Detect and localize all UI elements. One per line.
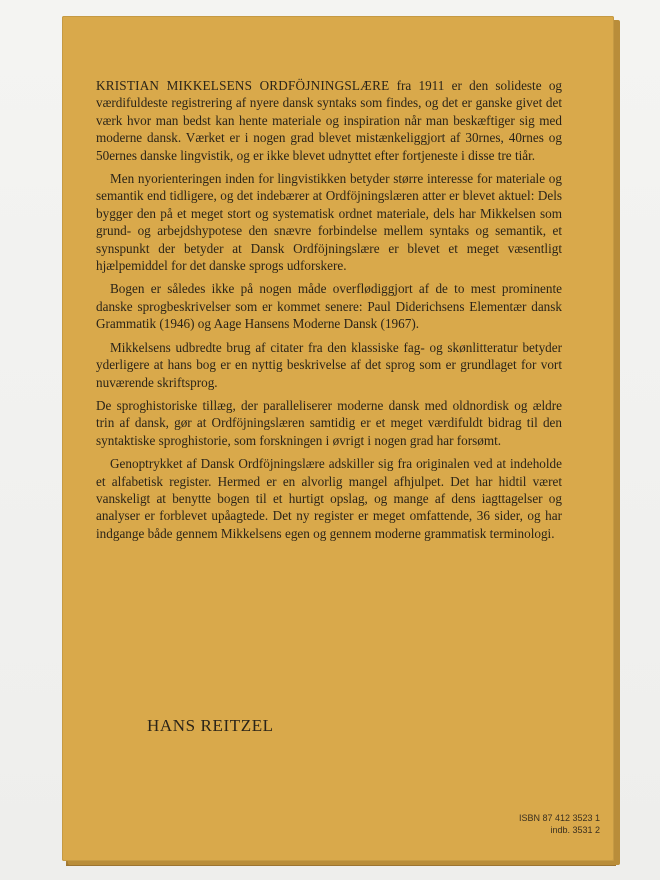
publisher-name: HANS REITZEL xyxy=(147,716,274,735)
blurb-paragraph-5: De sproghistoriske tillæg, der paralleliserer moderne dansk med oldnordisk og ældre trin af dansk, gør at Ordföjningslæren samtidig er et meget værdifuldt bidrag til den syntaktiske sproghistorie, som forskningen i øvrigt i nogen grad har forsømt. xyxy=(96,397,562,448)
isbn-block xyxy=(460,812,600,836)
blurb-paragraph-1 xyxy=(96,77,562,164)
blurb-paragraph-4: Mikkelsens udbredte brug af citater fra den klassiske fag- og skønlitteratur betyder yderligere at hans bog er en nyttig beskrivelse af det sprog som er grundlaget for vort nuværende skriftsprog. xyxy=(96,339,562,390)
paragraph-text: fra 1911 er den solideste og værdifuldeste registrering af nyere dansk syntaks som findes, og det er ganske givet det værk hvor man bedst kan hente materiale og inspiration når man beskæftiger sig med moderne dansk. Værket er i nogen grad blevet mistænkeliggjort af 30rnes, 40rnes og 50ernes danske lingvistik, og er ikke blevet udnyttet efter fortjeneste i disse tre tiår. xyxy=(96,78,563,163)
isbn-number: ISBN 87 412 3523 1 xyxy=(518,813,600,823)
blurb-text xyxy=(96,77,562,548)
binding-number: indb. 3531 2 xyxy=(550,825,600,835)
blurb-paragraph-3: Bogen er således ikke på nogen måde overflødiggjort af de to mest prominente danske sprogbeskrivelser som er kommet senere: Paul Diderichsens Elementær dansk Grammatik (1946) og Aage Hansens Moderne Dansk (1967). xyxy=(96,281,562,332)
blurb-paragraph-6: Genoptrykket af Dansk Ordföjningslære adskiller sig fra originalen ved at indeholde et alfabetisk register. Hermed er en alvorlig mangel afhjulpet. Det har hidtil været vanskeligt at benytte bogen til et hurtigt opslag, og mange af dens iagttagelser og analyser er forblevet upåagtede. Det ny register er meget omfattende, 36 sider, og har indgange både gennem Mikkelsens egen og gennem moderne grammatisk terminologi. xyxy=(96,456,562,541)
book-title-heading: KRISTIAN MIKKELSENS ORDFÖJNINGSLÆRE xyxy=(96,78,390,93)
blurb-paragraph-2: Men nyorienteringen inden for lingvistikken betyder større interesse for materiale og semantik end tidligere, og det indebærer at Ordföjningslæren atter er blevet aktuel: Dels bygger den på et meget stort og systematisk ordnet materiale, dels har Mikkelsen som grund- og arbejdshypotese den snævre forbindelse mellem syntaks og semantik, et synspunkt der betyder at Dansk Ordföjningslære er blevet et meget væsentligt hjælpemiddel for det danske sprogs udforskere. xyxy=(96,171,562,274)
